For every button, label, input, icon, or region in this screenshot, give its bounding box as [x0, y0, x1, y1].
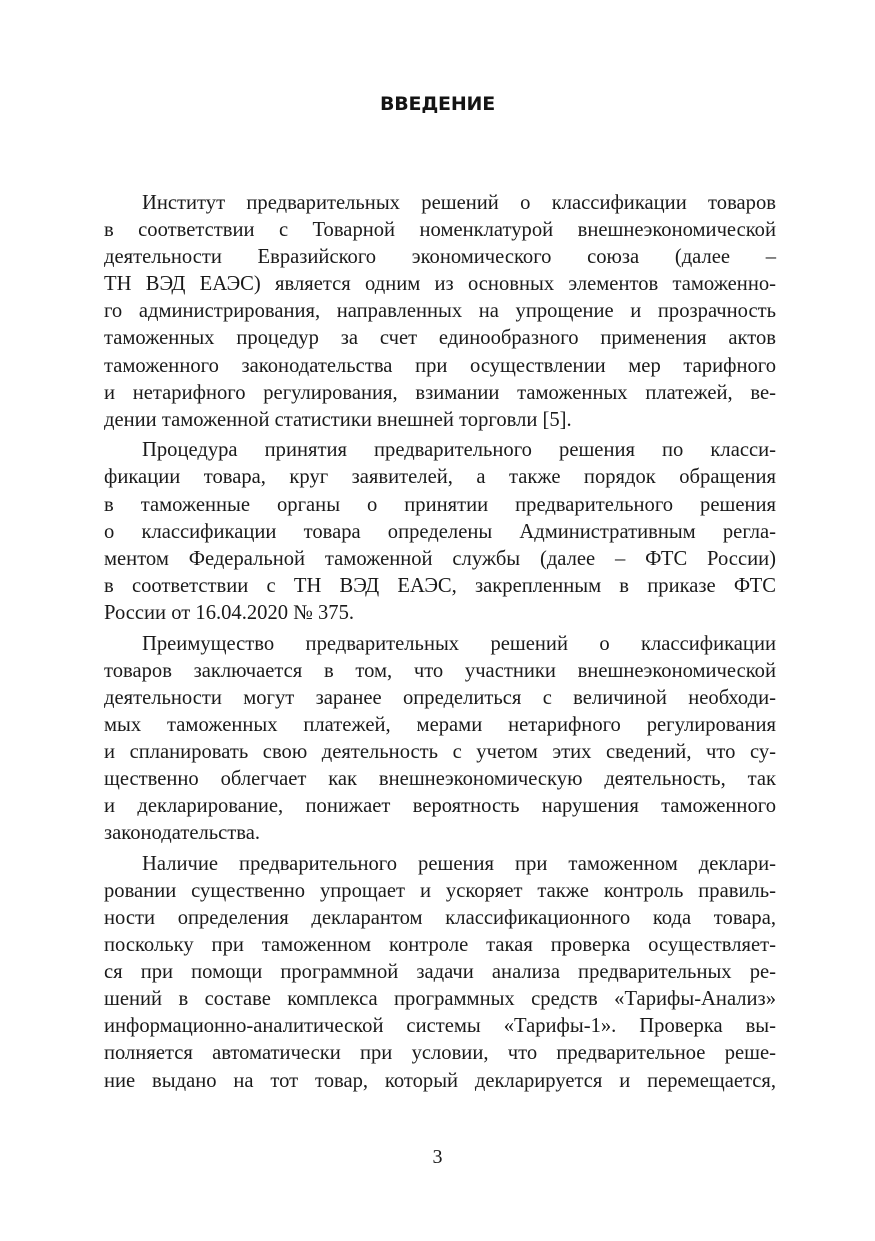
text-line: шений в составе комплекса программных средств «Тарифы-Анализ» — [104, 988, 776, 1011]
text-line: деятельности могут заранее определиться с величиной необходи- — [104, 686, 776, 709]
text-line: дении таможенной статистики внешней торговли [5]. — [104, 408, 572, 431]
text-line: таможенного законодательства при осуществлении мер тарифного — [104, 354, 776, 377]
text-line: в таможенные органы о принятии предварительного решения — [104, 493, 776, 516]
text-line: России от 16.04.2020 № 375. — [104, 601, 355, 624]
text-line: таможенных процедур за счет единообразного применения актов — [104, 327, 776, 350]
text-line: щественно облегчает как внешнеэкономическую деятельность, так — [104, 767, 776, 790]
text-line: ся при помощи программной задачи анализа предварительных ре- — [104, 961, 776, 984]
text-line: и спланировать свою деятельность с учетом этих сведений, что су- — [104, 740, 776, 763]
page-number: 3 — [432, 1146, 443, 1168]
text-line: и нетарифного регулирования, взимании таможенных платежей, ве- — [104, 381, 776, 404]
text-line: о классификации товара определены Административным регла- — [104, 520, 776, 543]
text-line: ровании существенно упрощает и ускоряет также контроль правиль- — [104, 879, 776, 902]
text-line: ние выдано на тот товар, который декларируется и перемещается, — [104, 1069, 776, 1092]
text-line: Процедура принятия предварительного решения по класси- — [142, 439, 776, 462]
text-line: ментом Федеральной таможенной службы (далее – ФТС России) — [104, 547, 776, 570]
text-line: полняется автоматически при условии, что предварительное реше- — [104, 1042, 776, 1065]
text-line: Преимущество предварительных решений о классификации — [142, 632, 776, 655]
text-line: Институт предварительных решений о классификации товаров — [142, 192, 776, 214]
text-line: и декларирование, понижает вероятность нарушения таможенного — [104, 795, 776, 818]
text-line: товаров заключается в том, что участники внешнеэкономической — [104, 659, 776, 682]
paragraph — [104, 190, 776, 434]
body-text — [104, 190, 776, 1095]
text-line: поскольку при таможенном контроле такая проверка осуществляет- — [104, 934, 776, 957]
text-line: мых таможенных платежей, мерами нетарифного регулирования — [104, 713, 776, 736]
paragraph — [104, 631, 776, 848]
text-line: деятельности Евразийского экономического союза (далее – — [104, 246, 776, 269]
text-line: ТН ВЭД ЕАЭС) является одним из основных элементов таможенно- — [104, 273, 776, 296]
text-line: в соответствии с ТН ВЭД ЕАЭС, закрепленным в приказе ФТС — [104, 574, 776, 597]
paragraph — [104, 851, 776, 1095]
text-line: го администрирования, направленных на упрощение и прозрачность — [104, 300, 776, 323]
text-line: Наличие предварительного решения при таможенном деклари- — [142, 852, 776, 875]
text-line: в соответствии с Товарной номенклатурой внешнеэкономической — [104, 219, 776, 242]
section-heading: ВВЕДЕНИЕ — [379, 93, 496, 115]
text-line: фикации товара, круг заявителей, а также порядок обращения — [104, 466, 776, 489]
text-line: законодательства. — [104, 822, 261, 845]
text-line: ности определения декларантом классификационного кода товара, — [104, 906, 776, 929]
text-line: информационно-аналитической системы «Тарифы-1». Проверка вы- — [104, 1015, 776, 1038]
paragraph — [104, 437, 776, 627]
